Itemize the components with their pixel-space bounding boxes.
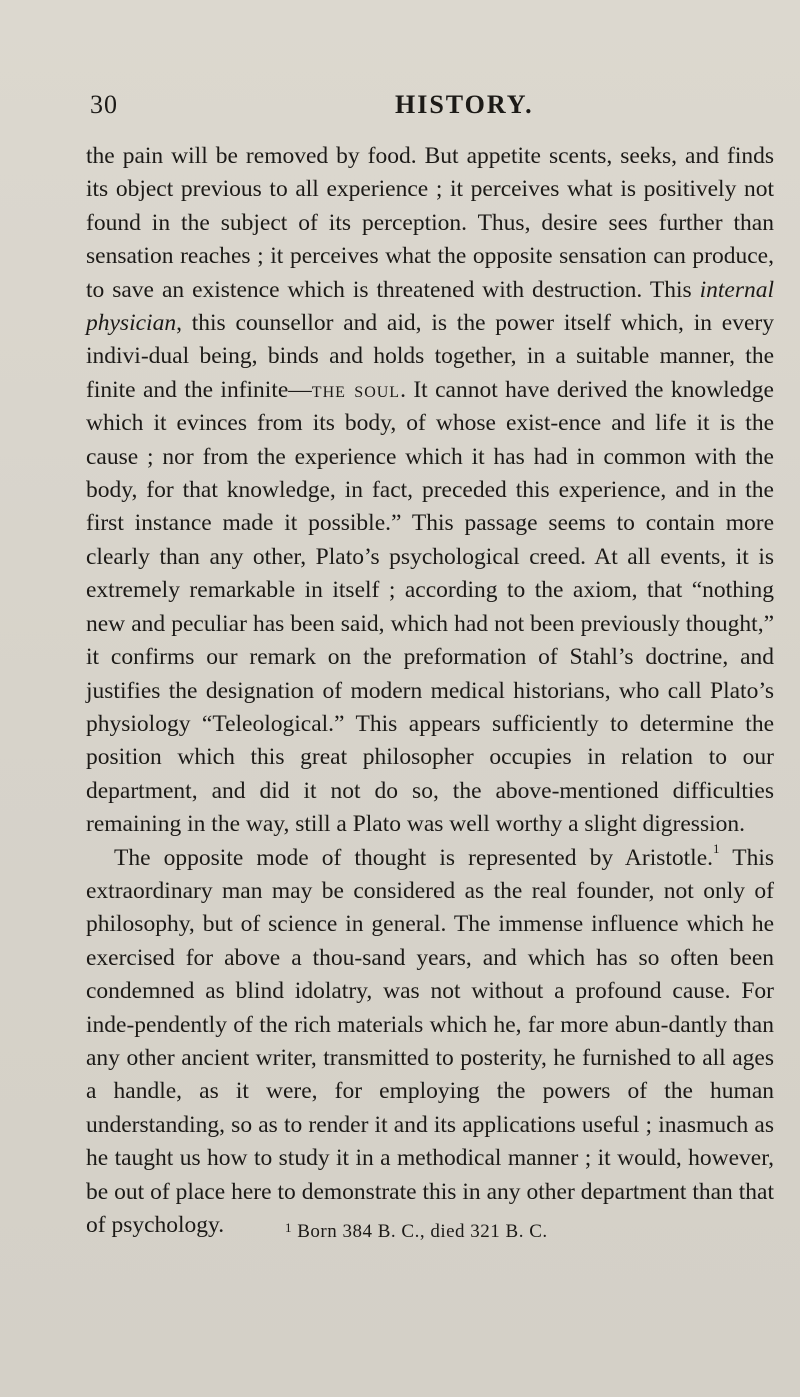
italic-phrase: internal physician [86, 276, 774, 337]
running-title: HISTORY. [395, 90, 534, 119]
footnote-marker: 1 [285, 1220, 292, 1235]
paragraph-text: the pain will be removed by food. But appetite scents, seeks, and finds its object previous to all experience ; it perceives what is positively not found in the subject of its perception. Thus, desire sees further than sensation reaches ; it perceives what the opposite sensation can produce, to save an existence which is threatened with destruction. This [86, 143, 774, 303]
paragraph-text: . It cannot have derived the knowledge which it evinces from its body, of whose exist-ence and life it is the cause ; nor from the experience which it has had in common with the body, for that knowledge, in fact, preceded this experience, and in the first instance made it possible.” This passage seems to contain more clearly than any other, Plato’s psychological creed. At all events, it is extremely remarkable in itself ; according to the axiom, that “nothing new and peculiar has been said, which had not been previously thought,” it confirms our remark on the preformation of Stahl’s doctrine, and justifies the designation of modern medical historians, who call Plato’s physiology “Teleological.” This appears sufficiently to determine the position which this great philosopher occupies in relation to our department, and did it not do so, the above-mentioned difficulties remaining in the way, still a Plato was well worthy a slight digression. [86, 376, 774, 838]
small-caps-phrase: the soul [311, 376, 401, 403]
paragraph-text: , this counsellor and aid, is the power itself which, in every indivi-dual being, binds and holds together, in a suitable manner, the finite and the infinite— [86, 310, 774, 403]
body-text [86, 140, 774, 1242]
paragraph-text: The opposite mode of thought is represented by Aristotle. [114, 844, 714, 871]
paragraph-plato [86, 140, 774, 842]
footnote [285, 1221, 548, 1243]
page-number: 30 [90, 90, 118, 119]
paragraph-aristotle [86, 842, 774, 1243]
running-head [90, 90, 770, 130]
footnote-reference: 1 [713, 840, 720, 856]
paragraph-text: This extraordinary man may be considered as the real founder, not only of philosophy, but of science in general. The immense influence which he exercised for above a thou-sand years, and which has so often been condemned as blind idolatry, was not without a profound cause. For inde-pendently of the rich materials which he, far more abun-dantly than any other ancient writer, transmitted to posterity, he furnished to all ages a handle, as it were, for employing the powers of the human understanding, so as to render it and its applications useful ; inasmuch as he taught us how to study it in a methodical manner ; it would, however, be out of place here to demonstrate this in any other department than that of psychology. [86, 844, 774, 1238]
footnote-text: Born 384 B. C., died 321 B. C. [292, 1221, 548, 1242]
